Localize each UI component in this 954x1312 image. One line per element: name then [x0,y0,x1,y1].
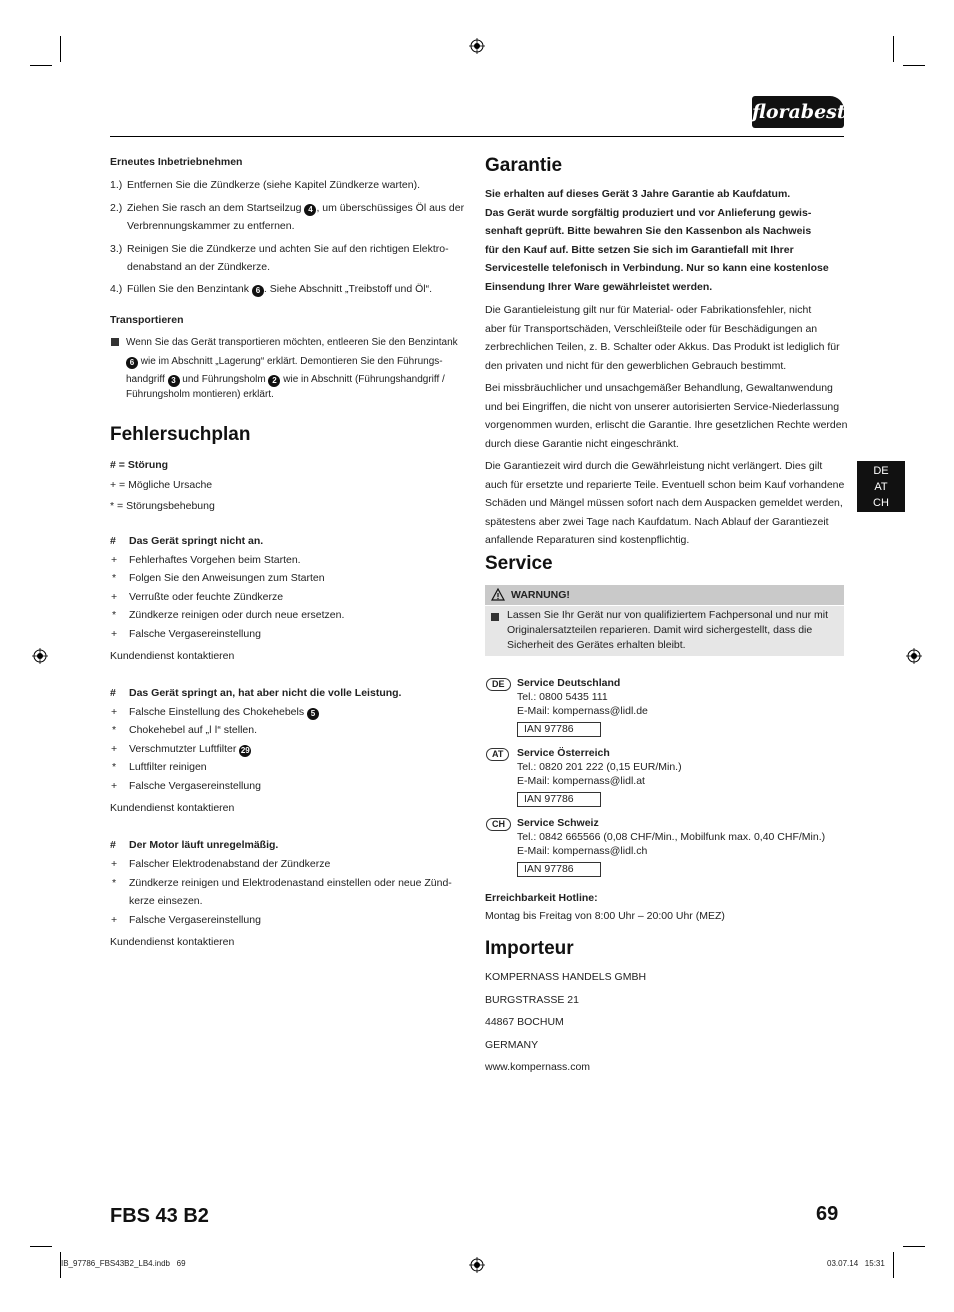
step-text: Ziehen Sie rasch an dem Startseilzug 4 , um überschüssiges Öl aus der [127,202,465,214]
section-heading: Fehlersuchplan [110,424,251,445]
step-number: 4.) [110,283,123,295]
crop-mark [30,1246,52,1247]
section-heading: Garantie [485,155,563,176]
cause-symbol: + [111,554,118,566]
step-number: 1.) [110,179,123,191]
part-ref-badge: 4 [304,204,316,216]
problem-title: Der Motor läuft unregelmäßig. [129,839,279,851]
warning-title: WARNUNG! [511,589,570,601]
ian-box: IAN 97786 [517,792,601,807]
cause-symbol: + [111,858,118,870]
step-text: Entfernen Sie die Zündkerze (siehe Kapitel Zündkerze warten). [127,179,420,191]
section-heading: Importeur [485,938,574,959]
cause-text: Falsche Vergasereinstellung [129,628,261,640]
importeur-line: GERMANY [485,1039,539,1051]
country-badge-at: AT [486,748,509,761]
crop-mark [30,65,52,66]
problem-symbol: # [110,687,116,699]
print-date-info: 03.07.14 15:31 [827,1259,885,1268]
part-ref-badge: 29 [240,746,250,755]
registration-mark-icon [469,1257,485,1273]
transport-text: Führungsholm montieren) erklärt. [126,389,274,400]
garantie-paragraph: Die Garantiezeit wird durch die Gewährleistung nicht verlängert. Dies gilt auch für ersetzte und reparierte Teile. Eventuell schon beim Kauf vorhandene Schäden und Mängel müssen sofort nach dem Auspacken gemeldet werden, spätestens aber zwei Tage nach Kaufdatum. Nach Ablauf der Garantiezeit anfallende Reparaturen sind kostenpflichtig. [485,460,845,546]
country-badge-ch: CH [486,818,511,831]
cause-text: Falsche Vergasereinstellung [129,780,261,792]
crop-mark [893,36,894,62]
importeur-line: BURGSTRASSE 21 [485,994,579,1006]
transport-title: Transportieren [110,314,184,326]
cause-symbol: + [111,591,118,603]
crop-mark [903,1246,925,1247]
problem-note: Kundendienst kontaktieren [110,802,235,814]
problem-note: Kundendienst kontaktieren [110,936,235,948]
registration-mark-icon [469,38,485,54]
remedy-text: Zündkerze reinigen und Elektrodenastand einstellen oder neue Zünd- [129,877,452,889]
model-name: FBS 43 B2 [110,1205,209,1227]
transport-text: handgriff 3 und Führungsholm 2 wie in Abschnitt (Führungshandgriff / [126,374,445,385]
remedy-text: Chokehebel auf „ǀ ǀ“ stellen. [129,724,258,736]
step-text-cont: denabstand an der Zündkerze. [127,261,271,273]
legend-item: # = Störung [110,459,169,471]
brand-logo: florabest [752,96,844,128]
page-number: 69 [816,1203,839,1225]
service-de: Service Deutschland Tel.: 0800 5435 111 E-Mail: kompernass@lidl.de [517,677,648,717]
part-ref-badge: 2 [268,375,280,387]
restart-title: Erneutes Inbetriebnehmen [110,156,243,168]
cause-text: Verrußte oder feuchte Zündkerze [129,591,284,603]
print-file-info: IB_97786_FBS43B2_LB4.indb 69 [61,1259,186,1268]
ian-box: IAN 97786 [517,862,601,877]
warning-triangle-icon [491,588,505,601]
importeur-line: 44867 BOCHUM [485,1016,564,1028]
cause-text: Fehlerhaftes Vorgehen beim Starten. [129,554,301,566]
remedy-symbol: * [112,724,117,736]
part-ref-badge: 5 [307,708,319,720]
registration-mark-icon [906,648,922,664]
cause-symbol: + [111,743,118,755]
problem-note: Kundendienst kontaktieren [110,650,235,662]
remedy-symbol: * [112,877,117,889]
country-badge-de: DE [486,678,511,691]
service-at: Service Österreich Tel.: 0820 201 222 (0,15 EUR/Min.) E-Mail: kompernass@lidl.at [517,747,682,787]
header-rule [110,136,844,137]
warning-header [485,585,844,605]
remedy-symbol: * [112,609,117,621]
hotline-text: Montag bis Freitag von 8:00 Uhr – 20:00 Uhr (MEZ) [485,910,725,922]
remedy-text-cont: kerze einsezen. [129,895,203,907]
service-ch: Service Schweiz Tel.: 0842 665566 (0,08 CHF/Min., Mobilfunk max. 0,40 CHF/Min.) E-Mail: kompernass@lidl.ch [517,817,826,857]
step-text: Reinigen Sie die Zündkerze und achten Sie auf den richtigen Elektro- [127,243,449,255]
part-ref-badge: 3 [168,375,180,387]
step-number: 3.) [110,243,123,255]
cause-text: Verschmutzter Luftfilter 29 [129,743,250,755]
section-heading: Service [485,553,553,574]
problem-title: Das Gerät springt nicht an. [129,535,264,547]
remedy-symbol: * [112,761,117,773]
ian-box: IAN 97786 [517,722,601,737]
legend-item: * = Störungsbehebung [110,500,215,512]
hotline-title: Erreichbarkeit Hotline: [485,892,598,904]
problem-symbol: # [110,839,116,851]
crop-mark [893,1252,894,1278]
problem-title: Das Gerät springt an, hat aber nicht die volle Leistung. [129,687,402,699]
remedy-text: Folgen Sie den Anweisungen zum Starten [129,572,325,584]
remedy-text: Zündkerze reinigen oder durch neue ersetzen. [129,609,345,621]
registration-mark-icon [32,648,48,664]
step-number: 2.) [110,202,123,214]
crop-mark [903,65,925,66]
part-ref-badge: 6 [126,357,138,369]
garantie-paragraph: Bei missbräuchlicher und unsachgemäßer Behandlung, Gewaltanwendung und bei Eingriffen, die nicht von unserer autorisierten Service-Niederlassung vorgenommen wurden, erlischt die Garantie. Ihre gesetzlichen Rechte werden durch diese Garantie nicht eingeschränkt. [485,382,848,450]
cause-symbol: + [111,706,118,718]
remedy-text: Luftfilter reinigen [129,761,207,773]
transport-text: Wenn Sie das Gerät transportieren möchten, entleeren Sie den Benzintank [126,337,458,348]
cause-symbol: + [111,914,118,926]
language-side-tab: DE AT CH [857,461,905,512]
step-text-cont: Verbrennungskammer zu entfernen. [127,220,295,232]
bullet-square-icon [491,613,499,621]
cause-text: Falsche Einstellung des Chokehebels 5 [129,703,319,721]
importeur-website: www.kompernass.com [485,1061,591,1073]
legend-item: + = Mögliche Ursache [110,479,213,491]
bullet-square-icon [111,338,119,346]
cause-text: Falsche Vergasereinstellung [129,914,261,926]
remedy-symbol: * [112,572,117,584]
part-ref-badge: 6 [252,285,264,297]
warning-body: Lassen Sie Ihr Gerät nur von qualifiziertem Fachpersonal und nur mit Originalersatzteilen reparieren. Damit wird sichergestellt, dass die Sicherheit des Gerätes erhalten bleibt. [485,606,844,656]
problem-symbol: # [110,535,116,547]
cause-text: Falscher Elektrodenabstand der Zündkerze [129,858,331,870]
importeur-line: KOMPERNASS HANDELS GMBH [485,971,647,983]
transport-text: 6 wie im Abschnitt „Lagerung“ erklärt. Demontieren Sie den Führungs- [126,354,443,369]
garantie-bold-text: Sie erhalten auf dieses Gerät 3 Jahre Garantie ab Kaufdatum. Das Gerät wurde sorgfältig produziert und vor Anlieferung gewis- senhaft geprüft. Bitte bewahren Sie den Kassenbon als Nachweis für den Kauf auf. Bitte setzen Sie sich im Garantiefall mit Ihrer Servicestelle telefonisch in Verbindung. Nur so kann eine kostenlose Einsendung Ihrer Ware gewährleistet werden. [485,188,829,293]
crop-mark [60,36,61,62]
cause-symbol: + [111,628,118,640]
cause-symbol: + [111,780,118,792]
garantie-paragraph: Die Garantieleistung gilt nur für Material- oder Fabrikationsfehler, nicht aber für Transportschäden, Verschleißteile oder für Beschädigungen an zerbrechlichen Teilen, z. B. Schalter oder Akkus. Das Produkt ist lediglich für den privaten und nicht für den gewerblichen Gebrauch bestimmt. [485,304,840,372]
step-text: Füllen Sie den Benzintank 6 . Siehe Abschnitt „Treibstoff und Öl“. [127,283,433,295]
